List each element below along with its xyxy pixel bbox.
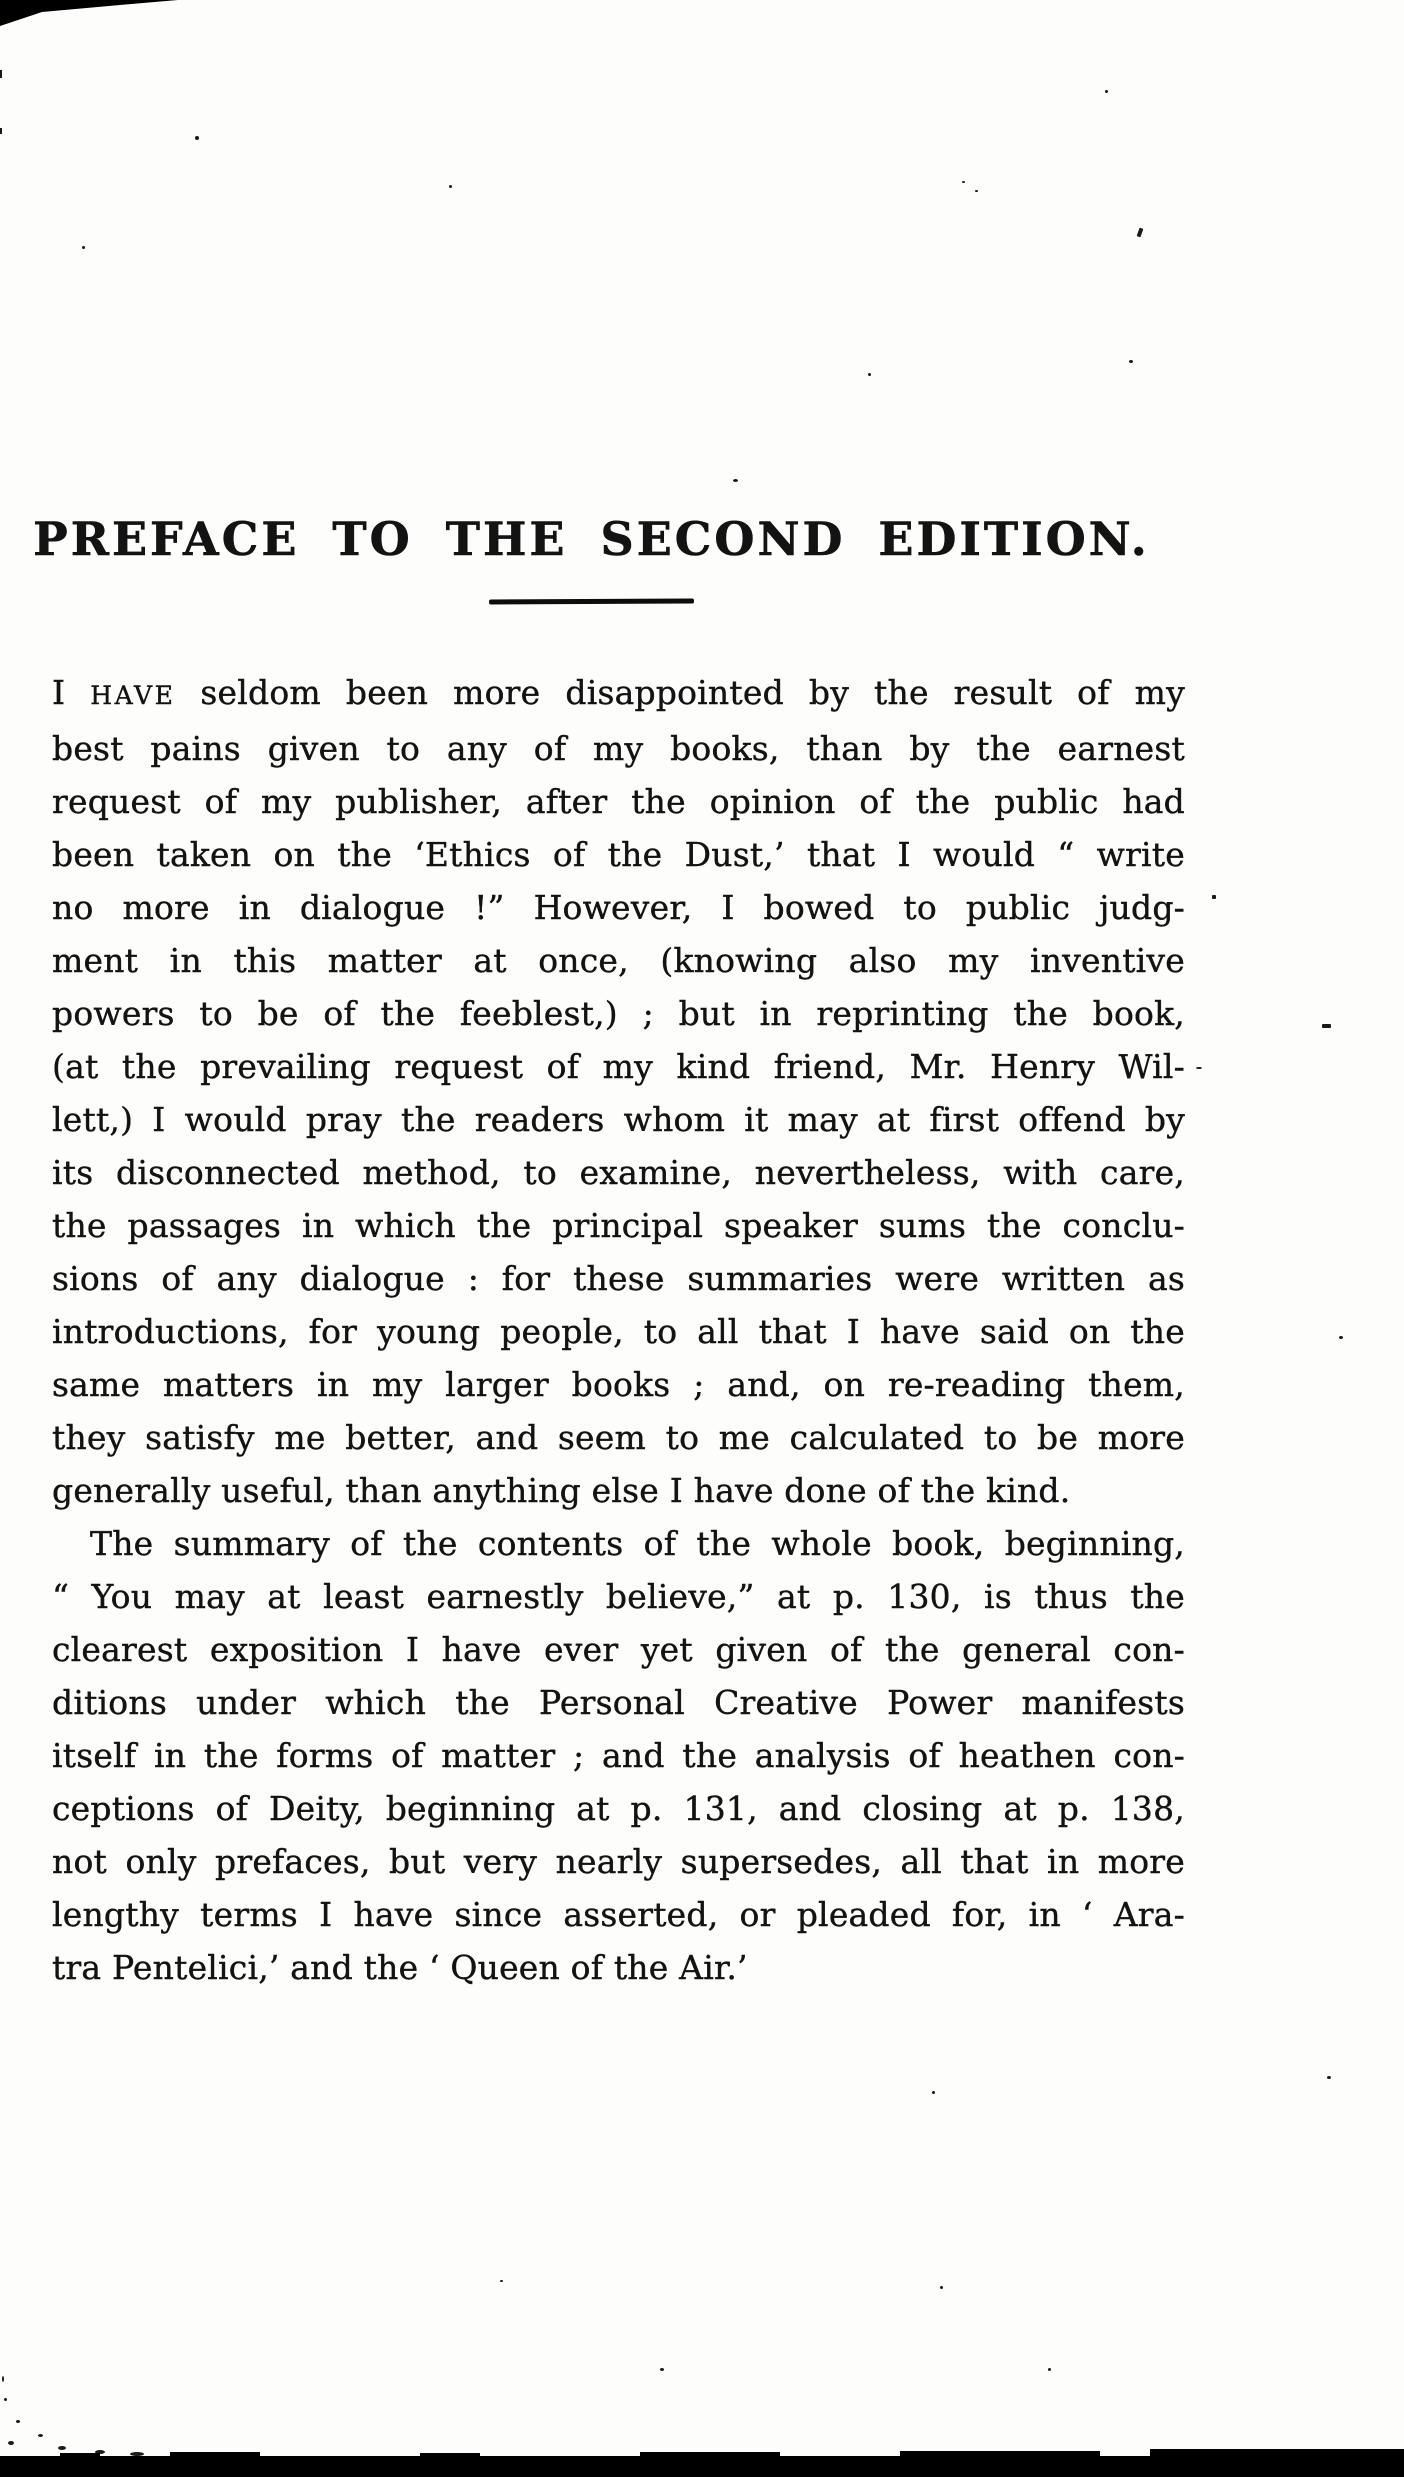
scan-speckle xyxy=(449,185,452,188)
text-line xyxy=(52,666,1185,722)
text-line: (at the prevailing request of my kind friend, Mr. Henry Wil- xyxy=(52,1047,1185,1086)
scan-speckle xyxy=(962,181,965,183)
scan-speckle xyxy=(170,2452,260,2456)
scan-speckle xyxy=(1322,1024,1331,1028)
scan-speckle xyxy=(975,190,978,192)
text-line: lett,) I would pray the readers whom it may at first offend by xyxy=(52,1100,1185,1139)
scan-speckle xyxy=(1048,2368,1051,2371)
scan-artifact-bottom-bar xyxy=(0,2456,1404,2477)
scan-speckle xyxy=(1339,1336,1343,1339)
text-line: its disconnected method, to examine, nevertheless, with care, xyxy=(52,1153,1185,1192)
scan-speckle xyxy=(60,2453,100,2456)
scan-speckle xyxy=(900,2451,1100,2456)
text-line: “ You may at least earnestly believe,” at p. 130, is thus the xyxy=(52,1577,1185,1616)
scan-artifact-top-left xyxy=(0,0,178,27)
text-line: same matters in my larger books ; and, on re-reading them, xyxy=(52,1365,1185,1404)
scan-speckle xyxy=(16,2420,20,2423)
scan-speckle xyxy=(640,2452,780,2456)
first-line-lead: I xyxy=(52,673,91,712)
text-line: best pains given to any of my books, than by the earnest xyxy=(52,729,1185,768)
preface-text xyxy=(52,666,1185,1994)
first-line-rest: seldom been more disappointed by the result of my xyxy=(175,673,1185,712)
scan-speckle xyxy=(0,128,2,134)
text-line: powers to be of the feeblest,) ; but in reprinting the book, xyxy=(52,994,1185,1033)
scan-speckle xyxy=(940,2286,943,2289)
text-line: introductions, for young people, to all that I have said on the xyxy=(52,1312,1185,1351)
text-line: ceptions of Deity, beginning at p. 131, and closing at p. 138, xyxy=(52,1789,1185,1828)
first-line-smallcaps: HAVE xyxy=(90,681,176,710)
text-line: no more in dialogue !” However, I bowed to public judg- xyxy=(52,888,1185,927)
scan-speckle xyxy=(8,2441,14,2445)
paragraph xyxy=(52,666,1185,1517)
text-line: clearest exposition I have ever yet given of the general con- xyxy=(52,1630,1185,1669)
text-line: they satisfy me better, and seem to me calculated to be more xyxy=(52,1418,1185,1457)
scan-speckle xyxy=(1137,228,1144,238)
scan-speckle xyxy=(0,70,2,78)
scan-speckle xyxy=(1196,1067,1202,1069)
scan-speckle xyxy=(2,2376,4,2382)
scan-speckle xyxy=(500,2280,503,2282)
text-line: The summary of the contents of the whole book, beginning, xyxy=(90,1524,1185,1563)
text-line: request of my publisher, after the opinion of the public had xyxy=(52,782,1185,821)
scan-speckle xyxy=(932,2091,935,2094)
text-line: not only prefaces, but very nearly supersedes, all that in more xyxy=(52,1842,1185,1881)
scan-speckle xyxy=(1105,90,1108,93)
text-line: generally useful, than anything else I have done of the kind. xyxy=(52,1471,1071,1510)
scan-speckle xyxy=(58,2446,66,2450)
text-line: the passages in which the principal speaker sums the conclu- xyxy=(52,1206,1185,1245)
scan-speckle xyxy=(1150,2449,1404,2456)
scan-speckle xyxy=(195,136,199,140)
scan-speckle xyxy=(868,373,871,376)
scan-speckle xyxy=(38,2434,43,2437)
text-line: been taken on the ‘Ethics of the Dust,’ that I would “ write xyxy=(52,835,1185,874)
text-line: ditions under which the Personal Creative Power manifests xyxy=(52,1683,1185,1722)
scan-speckle xyxy=(733,479,738,482)
page-title: PREFACE TO THE SECOND EDITION. xyxy=(33,511,1150,566)
scan-speckle xyxy=(420,2453,480,2456)
text-line: itself in the forms of matter ; and the analysis of heathen con- xyxy=(52,1736,1185,1775)
text-line: ment in this matter at once, (knowing also my inventive xyxy=(52,941,1185,980)
scan-speckle xyxy=(1212,895,1216,899)
scan-speckle xyxy=(82,246,85,249)
scan-speckle xyxy=(1129,360,1133,363)
text-line: tra Pentelici,’ and the ‘ Queen of the Air.’ xyxy=(52,1948,748,1987)
text-line: sions of any dialogue : for these summaries were written as xyxy=(52,1259,1185,1298)
scan-speckle xyxy=(4,2398,7,2401)
text-line: lengthy terms I have since asserted, or pleaded for, in ‘ Ara- xyxy=(52,1895,1185,1934)
scan-speckle xyxy=(660,2368,664,2371)
paragraph xyxy=(52,1517,1185,1994)
scan-speckle xyxy=(1327,2076,1331,2079)
title-divider-rule xyxy=(489,599,694,605)
